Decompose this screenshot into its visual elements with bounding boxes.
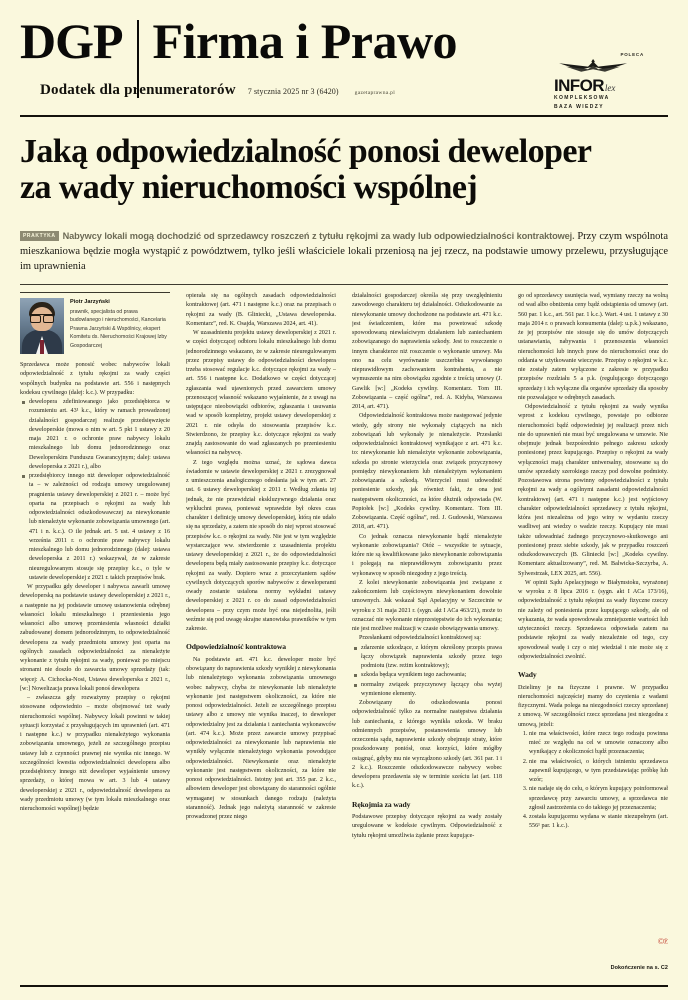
body-paragraph: Dzielimy je na fizyczne i prawne. W przypadku nieruchomości najczęściej mamy do czynienia z wadami fizycznymi. Wada polega na niezgodności rzeczy sprzedanej z umową. W szczególności rzecz sprzedana jest niezgodna z umową, jeżeli:: [518, 684, 668, 728]
body-paragraph: Na podstawie art. 471 k.c. deweloper może być obowiązany do naprawienia szkody wynikłej z niewykonania lub nienależytego wykonania zobowiązania umownego wobec nabywcy, chyba że niewykonanie lub nienależyte wykonanie jest następstwem okoliczności, za które nie ponosi odpowiedzialności. Jeżeli ze szczególnego przepisu ustawy albo z umowy nie wynika inaczej, to deweloper odpowiedzialny jest za działania i zaniechania wykonawców (art. 474 k.c.). Może przez zawarcie umowy przypisać odpowiedzialności za niewykonanie lub naprawienia nie wynikły wyłącznie nienależytego wykonania powodujące odpowiedzialności. Niewykonanie oraz nienależyte wykonanie jest następstwem okoliczności, za które nie ponosi odpowiedzialności. Istotny jest art. 355 par. 2 k.c., albowiem deweloper jest obowiązany do staranności ogólnie wymaganej w stosunkach danego rodzaju (należyta staranność). Jednak jego należytą staranność w zakresie prowadzonej przez niego: [186, 656, 336, 821]
body-paragraph: – zwłaszcza gdy rozważymy przepisy o rękojmi stosowane odpowiednio – może obejmować też wady nieruchomości wspólnej. Nabywcy lokali powinni w takiej sytuacji korzystać z przysługujących im uprawnień (art. 471 i następne k.c.) w przypadku nienależytego wykonania zobowiązania umownego, jeżeli ze szczególnego przepisu ustawy lub z czynności prawnej nie wynika nic innego. W szczególności kwestia odpowiedzialności dewelopera albo przedsiębiorcy innego niż deweloper wyjaśnienie umowy sprzedaży, o której mowa w art. 3 lub 4 ustawy deweloperskiej z 2021 r., odpowiedzialność dewelopera za wady przedmiotu umowy (w tym lokalu mieszkalnego oraz nieruchomości wspólnej) będzie: [20, 695, 170, 812]
body-paragraph: Z tego względu można uznać, że sądowa dawca świadomie w ustawie deweloperskiej z 2021 r. zrezygnował z umieszczenia analogicznego odesłania jak w tym art. 27 ust. 6 ustawy deweloperskiej z 2011 r. Według zdania tej jednak, że nie przewidział ekskluzywnego działania oraz wykluchni prawa, ponieważ wprawdzie był okres czas charakter i definicję umowy deweloperskiej, którą nie udało się na sprzedaży, a zatem nie sposób do niej wprost stosować przepisów k.c. o rękojmi za wady. Nie jest w tym względzie wystarczające ww. stwierdzenie z uzasadnienia projektu ustawy deweloperskiej z 2021 r., że do odpowiedzialności dewelopera będą miały zastosowanie przepisy k.c. dotyczące rękojmi za wady. Dopiero wraz z przeczytaniem sądów cywilnych dotyczących sporów nabywców z deweloperami owady zostanie ustalona normy wykładni ustawy deweloperskiej z 2021 r. co do zasad odpowiedzialności dewelopera – przy czym może być ona niejednolita, jeśli weźmie się pod uwagę skrajne stanowiska prawników w tym zakresie.: [186, 459, 336, 632]
infor-brand-row: [554, 77, 646, 94]
list-item: szkoda będąca wynikiem tego zachowania;: [361, 671, 502, 680]
body-paragraph: W opinii Sądu Apelacyjnego w Białymstoku, wyrażonej w wyroku z 8 lipca 2016 r. (sygn. akt I ACa 173/16), odpowiedzialność z tytułu rękojmi za wady fizyczne rzeczy nie zależy od poniesienia przez kupującego szkody, ale od wykazania, że wada spowodowała zmniejszenie wartości lub użyteczności rzeczy. Sprzedawca odpowiada zatem na podstawie rękojmi za wady niezależnie od tego, czy spowodował wadę i czy o niej wiedział i nie może się z odpowiedzialności zwolnić.: [518, 579, 668, 660]
column-2-body: [186, 292, 336, 822]
section-subhead: Wady: [518, 670, 537, 679]
lead-rule: [20, 284, 668, 285]
column-1-body: [20, 361, 170, 814]
site-url: gazetaprawna.pl: [354, 90, 396, 96]
section-subhead: Rękojmia za wady: [352, 799, 411, 809]
infor-bird-icon: [554, 59, 632, 76]
column-3: [352, 292, 502, 972]
list-item: dewelopera zdefiniowanego jako przedsiębiorca w rozumieniu art. 43¹ k.c., który w ramach prowadzonej działalności gospodarczej realizuje przedsięwzięcie deweloperskie (mowa o nim w art. 5 pkt 1 ustawy z 20 maja 2021 r. o ochronie praw nabywcy lokalu mieszkalnego lub domu jednorodzinnego oraz Deweloperskim Funduszu Gwarancyjnym; dalej: ustawa deweloperska z 2021 r.), albo: [29, 398, 170, 472]
infor-tagline-2: BAZA WIEDZY: [554, 103, 604, 110]
list-item: 1. nie ma właściwości, które rzecz tego rodzaju powinna mieć ze względu na cel w umowie oznaczony albo wynikający z okoliczności bądź przeznaczenia;: [529, 730, 668, 758]
column-4: [518, 292, 668, 972]
masthead-subrow: [40, 82, 395, 99]
section-subhead: Odpowiedzialność kontraktowa: [186, 642, 286, 652]
author-avatar: [20, 298, 64, 354]
column-2: [186, 292, 336, 972]
body-paragraph: Sprzedawca może ponosić wobec nabywców lokali odpowiedzialność z tytułu rękojmi za wady części wspólnych budynku na podstawie art. 556 i następnych kodeksu cywilnego (dalej: k.c.). W przypadku:: [20, 362, 170, 396]
body-paragraph: Co jednak oznacza niewykonanie bądź nienależyte wykonanie zobowiązania? Otóż – wszystkie te sytuacje, które nie są kwalifikowane jako niewykonanie zobowiązania i polegają na nieprawidłowym zobowiązaniu przez wykonawcę w sposób niezgodny z jego treścią.: [352, 533, 502, 577]
copyright-mark: ©℗: [657, 936, 668, 946]
body-paragraph: W uzasadnieniu projektu ustawy deweloperskiej z 2021 r. w części dotyczącej odbioru lokalu mieszkalnego lub domu jednorodzinnego wskazano, że w zakresie nieuregulowanym przez przepisy ustawy do odpowiedzialności dewelopera trzeba stosować regulacje k.c. dotyczące rękojmi za wady – art. 556 i następne k.c. Dodatkowo w części dotyczącej zgłaszania wad ujawnionych przed zawarciem umowy przenoszącej własność wskazano wyjaśnienie, że z uwagi na ustępujące nieobowiązki odbiorów, zgłaszania i usuwania wad w sposób kompletny, projekt ustawy deweloperskiej z 2021 r. nie odsyła do stosowania przepisów k.c. Stwierdzono, że przepisy k.c. dotyczące rękojmi za wady znajdą zastosowanie do wad zgłaszanych po przeniesieniu własności na nabywcę.: [186, 330, 336, 457]
infor-brand: INFOR: [554, 76, 604, 95]
body-paragraph: Odpowiedzialność kontraktowa może następować jedynie wtedy, gdy strony nie wykonały ciążących na nich zobowiązań lub wykonały je nienależycie. Przesłanki odpowiedzialności kontraktowej wynikające z art. 471 k.c. to: niewykonanie lub nienależyte wykonanie zobowiązania, szkoda po stronie wierzyciela oraz związek przyczynowy pomiędzy niewykonaniem lub nienależytym wykonaniem zobowiązania a szkodą. Wierzyciel musi udowodnić poniesienie szkody, jak również fakt, że ona jest następstwem okoliczności, za które dłużnik odpowiada (W. Popiołek [w:] „Kodeks cywilny. Komentarz. Tom III. Zobowiązania. Część ogólna”, red. J. Gudowski, Warszawa 2018, art. 471).: [352, 413, 502, 531]
bullet-list: [20, 398, 170, 583]
list-item: 3. nie nadaje się do celu, o którym kupujący poinformował sprzedawcę przy zawarciu umowy, a sprzedawca nie zgłosił zastrzeżenia co do takiego jej przeznaczenia;: [529, 785, 668, 813]
issue-info: 7 stycznia 2025 nr 3 (6420): [247, 87, 339, 96]
column-3-body: [352, 292, 502, 841]
masthead-rule: [20, 115, 668, 117]
author-description: prawnik, specjalista od prawa budowlanego i nieruchomości, Kancelaria Prawna Jarzyński & Wspólnicy, ekspert Komitetu ds. Nieruchomości Krajowej Izby Gospodarczej: [70, 309, 167, 349]
body-paragraph: go od sprzedawcy usunięcia wad, wymiany rzeczy na wolną od wad albo obniżenia ceny bądź odstąpienia od umowy (art. 560 par. 1 k.c., art. 561 par. 1 k.c.). Wart. 4 ust. 1 ustawy z 30 maja 2014 r. o prawach konsumenta (dalej: u.p.k.) wskazano, że jej przepisów nie stosuje się do umów dotyczących ustanawiania, nabywania i przenoszenia własności nieruchomości lub innych praw do nieruchomości oraz do oddania w użytkowanie wieczyste. Przepisy o rękojmi w k.c. nie zostały zatem wyłączone z zakresie w przypadku przepisów rozdziału 5 a p.k. (regulującego dotyczącego sprzedaży i ich wyłączne dla organów sprzedaży dla sposoby nie pozwalające w odrębnych zasadach.: [518, 293, 668, 401]
numbered-list: [518, 730, 668, 832]
lead-rest: Przy czym wspólnota mieszkaniowa będzie mogła wystąpić z powództwem, tylko jeśli właściciele lokali przeniosą na jej rzecz, na podstawie umowy przelewu, przysługujące im uprawnienia: [20, 230, 668, 273]
headline-line-1: Jaką odpowiedzialność ponosi deweloper: [20, 133, 592, 170]
dgp-logo: DGP: [20, 13, 123, 69]
body-paragraph: Z kolei niewykonanie zobowiązania jest związane z zakończeniem lub częściowym niewykonaniem dowolnie umownych. Jak wskazał Sąd Apelacyjny w Szczecinie w wyroku z 31 maja 2021 r. (sygn. akt I ACa 463/21), może to oznaczać nie wykonanie nieprzestępstwie do ich wykonania; nie jest możliwe realizacji w czasie obowiązywania umowy.: [352, 579, 502, 632]
page-bottom-rule: [20, 985, 668, 987]
author-name: Piotr Jarzyński: [70, 299, 110, 305]
body-paragraph: Podstawowe przepisy dotyczące rękojmi za wady zostały uregulowane w kodeksie cywilnym. Odpowiedzialność z tytułu rękojmi umożliwia żądanie przez kupujące-: [352, 814, 502, 839]
column-4-body: [518, 292, 668, 832]
author-text: [70, 298, 170, 354]
supplement-label: Dodatek dla prenumeratorów: [40, 82, 236, 98]
body-paragraph: Odpowiedzialność z tytułu rękojmi za wady wynika wprost z kodeksu cywilnego, powstaje po odbiorze nieruchomości bądź odpowiedniej jej realizacji przez nich nie do uprawnień nie musi być uregulowana w umowie. Nie obejmuje jednak bezpośrednio pełnego zakresu szkody poniesionej przez kupującego. Przepisy o rękojmi za wady wyłączności mają charakter uniwersalny, stosowane są do umów sprzedaży szerokiego rzeczy pod dowolne podmioty. Pozostawowa strona powinny odpowiedzialności z tytułu rękojmi za wady a ogólnymi zasadami odpowiedzialności kontraktowej (art. 471 i następne k.c.) jest wyjściowy charakter odpowiedzialności sprzedawcy z tytułu rękojmi, która jest niezależna od jego winy w wydaniu rzeczy wadliwej ani wiedzy o wadzie rzeczy. Kupujący nie musi także udowadniać żadnego przyczynowo-skutkowego ani poniesionej przez siebie szkody, jak w przypadku roszczeń odszkodowawczych (B. Gliniecki [w:] „Kodeks cywilny. Komentarz aktualizowany”, red. M. Balwicka-Szczyrba, A. Sylwestrzak, LEX 2025, art. 556).: [518, 404, 668, 577]
body-paragraph: opierała się na ogólnych zasadach odpowiedzialności kontraktowej (art. 471 i następne k.c.) oraz na przepisach o rękojmi za wady (B. Gliniecki, „Ustawa deweloperska. Komentarz”, red. K. Osajda, Warszawa 2024, art. 41).: [186, 293, 336, 327]
body-paragraph: W przypadku gdy deweloper i nabywca zawarli umowę deweloperską na podstawie ustawy deweloperskiej z 2021 r., a następnie na jej podstawie umowę ustanowienia odrębnej własności lokalu mieszkalnego i przeniesienia jego własności albo umowę przeniesienia własności działki zabudowanej domem jednorodzinnym, to odpowiedzialność dewelopera za wady przedmiotu umowy jest oparta na ogólnych zasadach odpowiedzialności za nienależyte wykonanie z tytułu rękojmi za wady, ponieważ po miejscu stronami nie doszło do zawarcia umowy sprzedaży (tak: więcej: A. Cichocka-Nosi, Ustawa deweloperska z 2021 r., [w:] Nowelizacja prawa lokali ponoś dewelopera: [20, 584, 170, 692]
author-box: [20, 292, 170, 354]
infor-tagline-1: KOMPLEKSOWA: [554, 95, 610, 101]
list-item: 4. została kupującemu wydana w stanie niezupełnym (art. 556¹ par. 1 k.c.).: [529, 813, 668, 832]
infor-promo: [554, 52, 646, 111]
continuation-note: Dokończenie na s. C2: [610, 964, 668, 971]
infor-brand-suffix: lex: [604, 83, 616, 93]
lead-highlight: Nabywcy lokali mogą dochodzić od sprzedawcy roszczeń z tytułu rękojmi za wady lub odpowiedzialności kontraktowej.: [62, 230, 575, 241]
list-item: normalny związek przyczynowy łączący oba wyżej wymienione elementy.: [361, 681, 502, 700]
article-columns: [20, 292, 668, 972]
practice-badge: PRAKTYKA: [20, 231, 59, 241]
list-item: przedsiębiorcy innego niż deweloper odpowiedzialność ta – w zależności od rodzaju umowy uregulowanej pragnienia ustawy deweloperskiej z 2021 r. – może być oparta na przepisach o rękojmi za wady lub odpowiedzialności odszkodowawczej za niewykonanie lub nienależyte wykonanie zobowiązania umownego (art. 471 i n. k.c.). O ile jednak art. 5 ust. 4 ustawy z 16 września 2011 r. o ochronie praw nabywcy lokalu mieszkalnego lub domu jednorodzinnego (dalej: ustawa deweloperska z 2011 r.) wskazywał, że w zakresie nieuregulowanym stosuje się przepisy k.c., o tyle w ustawie deweloperskiej z 2021 r. takich przepisów brak.: [29, 472, 170, 583]
list-item: zdarzenie szkodzące, z którym określony przepis prawa łączy obowiązek naprawienia szkody przez tego podmiotu (tzw. reżim kontraktowy);: [361, 644, 502, 672]
headline-line-2: za wady nieruchomości wspólnej: [20, 169, 478, 207]
section-title: Firma i Prawo: [152, 13, 458, 69]
body-paragraph: działalności gospodarczej określa się przy uwzględnieniu zawodowego charakteru tej działalności. Odszkodowanie za niewykonanie umowy dochodzone na podstawie art. 471 k.c. jest świadczeniem, które ma powetować szkodę spowodowaną niewłaściwym działaniem lub zaniechaniem zobowiązanego do naprawienia szkody. Jest to roszczenie o innym charakterze niż roszczenie o wykonanie umowy. Ma ono na celu wyrównanie uszczerbku wywołanego nieprawidłowym zachowaniem kontrahenta, a nie wymuszenie na nim obowiązku zgodnie z treścią umowy (J. Gawlik [w:] „Kodeks cywilny. Komentarz. Tom III. Zobowiązania – część ogólna”, red. A. Kidyba, Warszawa 2014, art. 471).: [352, 293, 502, 410]
article-lead: [20, 229, 668, 275]
bullet-list: [352, 644, 502, 700]
column-1: [20, 292, 170, 972]
masthead: [20, 0, 668, 118]
body-paragraph: Zobowiązany do odszkodowania ponosi odpowiedzialność tylko za normalne następstwa działania lub zaniechania, z którego wynikła szkoda. W braku odmiennych przepisów, postanowienia umowy lub orzeczenia sądu, naprawienie szkody obejmuje straty, które poszkodowany poniósł, oraz korzyści, które mógłby osiągnąć, gdyby mu nie wyrządzono szkody (art. 361 par. 1 i 2 k.c.). Roszczenie odszkodowawcze nabywcy wobec dewelopera przedawnia się w terminie sześciu lat (art. 118 k.c.).: [352, 700, 502, 790]
promo-kicker: POLECA: [620, 52, 644, 57]
list-item: 2. nie ma właściwości, o których istnieniu sprzedawca zapewnił kupującego, w tym przedstawiając próbkę lub wzór;: [529, 758, 668, 786]
body-paragraph: Przesłankami odpowiedzialności kontraktowej są:: [359, 635, 482, 642]
article-headline: [20, 134, 668, 206]
